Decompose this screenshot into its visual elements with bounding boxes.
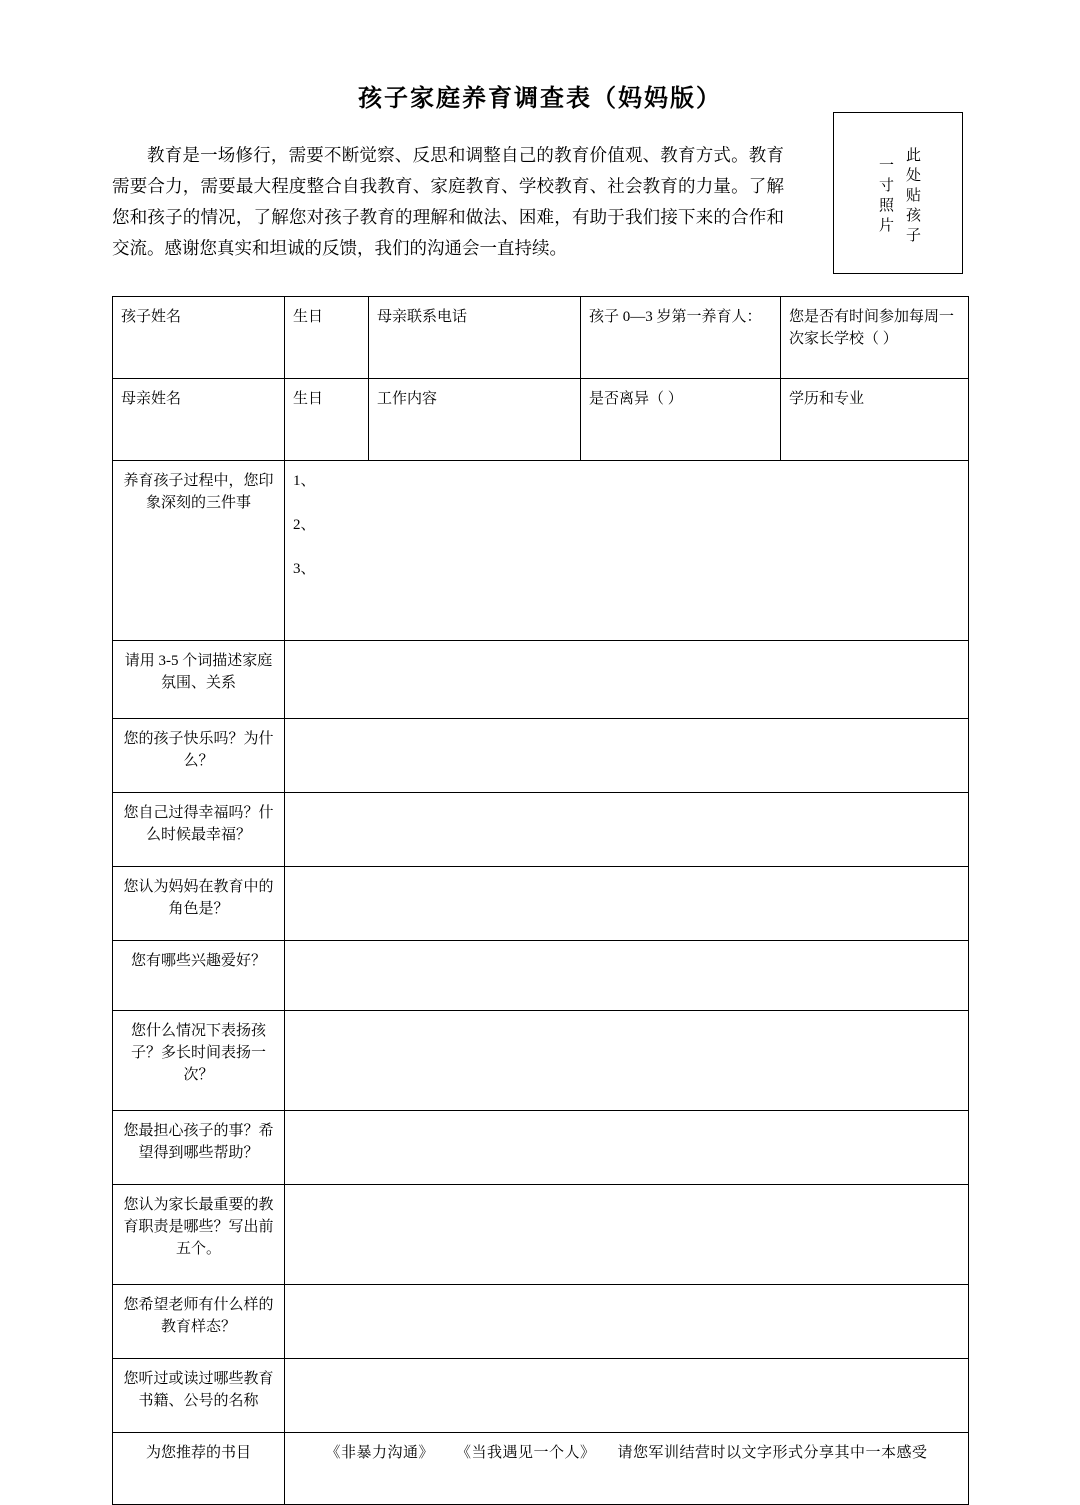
answer-cell-three-events[interactable]: [285, 461, 969, 641]
cell-work-content-label[interactable]: 工作内容: [369, 379, 581, 461]
recommend-note: 请您军训结营时以文字形式分享其中一本感受: [617, 1445, 928, 1461]
answer-cell-hobbies[interactable]: [285, 941, 969, 1011]
cell-child-birthday-label[interactable]: 生日: [285, 297, 369, 379]
answer-cell-praise[interactable]: [285, 1011, 969, 1111]
photo-placeholder-line1: 此处贴孩子: [904, 147, 920, 247]
table-row: [113, 1185, 969, 1285]
list-item: 1、: [293, 473, 316, 489]
table-row: [113, 1011, 969, 1111]
answer-cell-family-atmosphere[interactable]: [285, 641, 969, 719]
recommend-book-1: 《非暴力沟通》: [325, 1445, 434, 1461]
answer-cell-parent-duty[interactable]: [285, 1185, 969, 1285]
recommend-books-cell: [285, 1433, 969, 1505]
recommend-book-2: 《当我遇见一个人》: [455, 1445, 596, 1461]
list-item: 3、: [293, 561, 316, 577]
cell-divorced-label[interactable]: 是否离异（ ）: [581, 379, 781, 461]
page-title: 孩子家庭养育调查表（妈妈版）: [358, 83, 722, 112]
table-row: [113, 1111, 969, 1185]
table-row: [113, 297, 969, 379]
table-row-recommend: [113, 1433, 969, 1505]
answer-cell-mother-role[interactable]: [285, 867, 969, 941]
photo-placeholder-box: [833, 112, 963, 274]
question-label-three-events: 养育孩子过程中，您印象深刻的三件事: [113, 461, 285, 641]
cell-mother-phone-label[interactable]: 母亲联系电话: [369, 297, 581, 379]
table-row-three-events: [113, 461, 969, 641]
answer-cell-worry[interactable]: [285, 1111, 969, 1185]
table-row: [113, 941, 969, 1011]
answer-cell-child-happy[interactable]: [285, 719, 969, 793]
recommend-label: 为您推荐的书目: [113, 1433, 285, 1505]
answer-cell-self-happy[interactable]: [285, 793, 969, 867]
cell-mother-birthday-label[interactable]: 生日: [285, 379, 369, 461]
question-label-worry: 您最担心孩子的事？希望得到哪些帮助？: [113, 1111, 285, 1185]
table-row: [113, 641, 969, 719]
question-label-mother-role: 您认为妈妈在教育中的角色是？: [113, 867, 285, 941]
question-label-praise: 您什么情况下表扬孩子？多长时间表扬一次？: [113, 1011, 285, 1111]
question-label-books-read: 您听过或读过哪些教育书籍、公号的名称: [113, 1359, 285, 1433]
table-row: [113, 867, 969, 941]
cell-education-major-label[interactable]: 学历和专业: [781, 379, 969, 461]
answer-cell-teacher-expectation[interactable]: [285, 1285, 969, 1359]
table-row: [113, 793, 969, 867]
cell-parent-school-label[interactable]: 您是否有时间参加每周一次家长学校（ ）: [781, 297, 969, 379]
question-label-child-happy: 您的孩子快乐吗？为什么？: [113, 719, 285, 793]
cell-first-caregiver-label[interactable]: 孩子 0—3 岁第一养育人：: [581, 297, 781, 379]
table-row: [113, 719, 969, 793]
photo-placeholder-line2: 一寸照片: [877, 157, 893, 237]
question-label-teacher-expectation: 您希望老师有什么样的教育样态？: [113, 1285, 285, 1359]
question-label-parent-duty: 您认为家长最重要的教育职责是哪些？写出前五个。: [113, 1185, 285, 1285]
list-item: 2、: [293, 517, 316, 533]
question-label-self-happy: 您自己过得幸福吗？什么时候最幸福？: [113, 793, 285, 867]
table-row: [113, 379, 969, 461]
question-label-hobbies: 您有哪些兴趣爱好？: [113, 941, 285, 1011]
cell-child-name-label[interactable]: 孩子姓名: [113, 297, 285, 379]
cell-mother-name-label[interactable]: 母亲姓名: [113, 379, 285, 461]
table-row: [113, 1285, 969, 1359]
intro-paragraph: 教育是一场修行，需要不断觉察、反思和调整自己的教育价值观、教育方式。教育需要合力，需要最大程度整合自我教育、家庭教育、学校教育、社会教育的力量。了解您和孩子的情况，了解您对孩子教育的理解和做法、困难，有助于我们接下来的合作和交流。感谢您真实和坦诚的反馈，我们的沟通会一直持续。: [112, 145, 784, 258]
survey-table: [112, 296, 969, 1505]
question-label-family-atmosphere: 请用 3-5 个词描述家庭氛围、关系: [113, 641, 285, 719]
